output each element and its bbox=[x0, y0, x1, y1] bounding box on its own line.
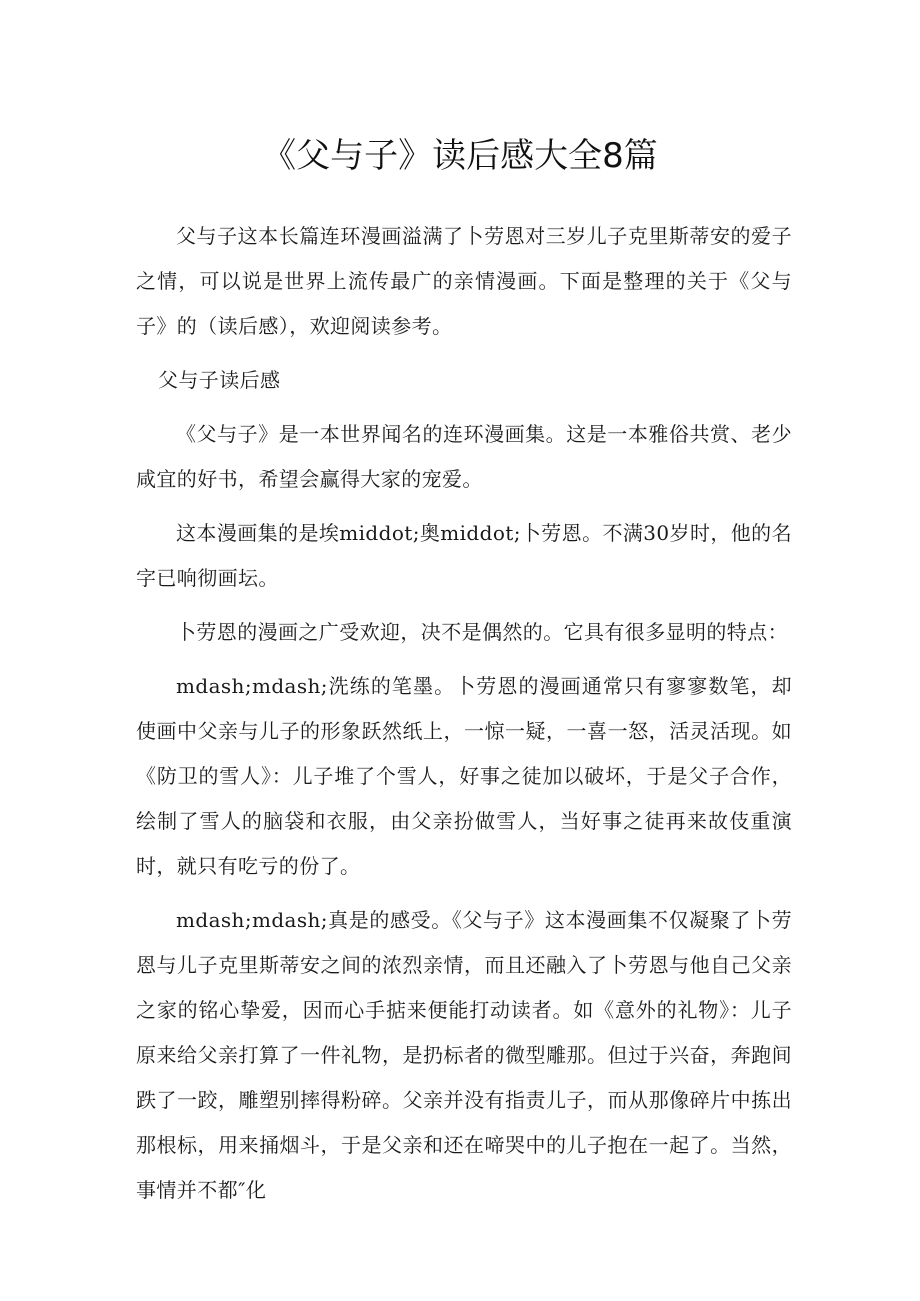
document-body bbox=[136, 214, 792, 1213]
paragraph-3: 卜劳恩的漫画之广受欢迎，决不是偶然的。它具有很多显明的特点： bbox=[176, 620, 788, 644]
paragraph-2: 这本漫画集的是埃middot;奥middot;卜劳恩。不满30岁时，他的名字已响彻画坛。 bbox=[136, 521, 792, 590]
paragraph-5: mdash;mdash;真是的感受。《父与子》这本漫画集不仅凝聚了卜劳恩与儿子克里斯蒂安之间的浓烈亲情，而且还融入了卜劳恩与他自己父亲之家的铭心挚爱，因而心手掂来便能打动读者。如《意外的礼物》：儿子原来给父亲打算了一件礼物，是扔标者的微型雕那。但过于兴奋，奔跑间跌了一跤，雕塑别摔得粉碎。父亲并没有指责儿子，而从那像碎片中拣出那根标，用来捅烟斗，于是父亲和还在啼哭中的儿子抱在一起了。当然，事情并不都″化 bbox=[136, 908, 792, 1202]
document-title: 《父与子》读后感大全8篇 bbox=[262, 136, 658, 176]
paragraph-4: mdash;mdash;洗练的笔墨。卜劳恩的漫画通常只有寥寥数笔，却使画中父亲与儿子的形象跃然纸上，一惊一疑，一喜一怒，活灵活现。如《防卫的雪人》：儿子堆了个雪人，好事之徒加以破坏，于是父子合作，绘制了雪人的脑袋和衣服，由父亲扮做雪人，当好事之徒再来故伎重演时，就只有吃亏的份了。 bbox=[136, 674, 792, 878]
section-heading: 父与子读后感 bbox=[158, 368, 281, 392]
paragraph-1: 《父与子》是一本世界闻名的连环漫画集。这是一本雅俗共赏、老少咸宜的好书，希望会赢得大家的宠爱。 bbox=[136, 422, 792, 491]
paragraph-intro: 父与子这本长篇连环漫画溢满了卜劳恩对三岁儿子克里斯蒂安的爱子之情，可以说是世界上流传最广的亲情漫画。下面是整理的关于《父与子》的（读后感），欢迎阅读参考。 bbox=[136, 224, 792, 338]
